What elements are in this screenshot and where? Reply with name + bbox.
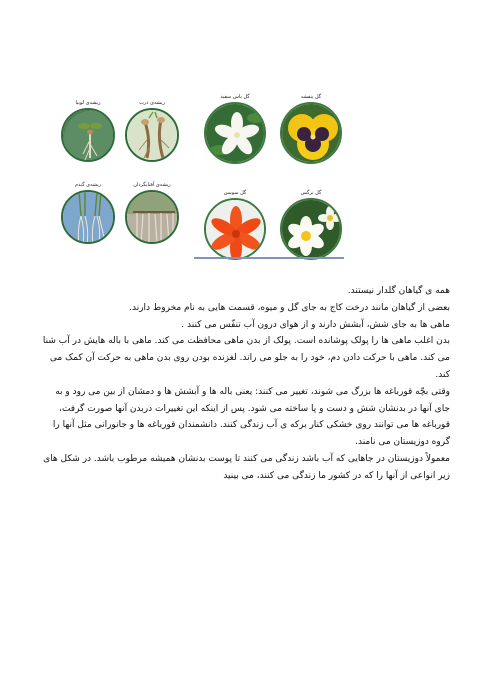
pansy-thumb [278,94,344,164]
caption-sunflower-root: ریشه‌ی آفتابگردان [133,182,171,188]
caption-corn-root: ریشه‌ی ذرت [139,100,165,106]
jasmine-flower-image [204,102,266,164]
pansy-flower-image [280,102,342,164]
body-text [38,283,450,485]
paragraph-3: ماهی ها به جای شش، آبشش دارند و از هوای درون آب تنفّس می کنند . [181,319,450,330]
sunflower-root-thumb [124,182,180,244]
narcissus-flower-image [280,198,342,260]
caption-lily: گل سوسن [223,190,247,196]
paragraph-1: همه ی گیاهان گلدار نیستند. [347,286,450,296]
narcissus-thumb [278,190,344,260]
bean-root-image [61,108,115,162]
bean-root-thumb [60,100,116,162]
figure-underline [194,257,344,259]
corn-root-thumb [124,100,180,162]
paragraph-2: بعضی از گیاهان مانند درخت کاج به جای گل و میوه، قسمت هایی به نام مخروط دارند. [129,302,450,313]
caption-jasmine: گل یاس سفید [220,94,250,100]
wheat-root-thumb [60,182,116,244]
plants-figure [56,94,346,264]
lily-thumb [202,190,268,260]
lily-flower-image [204,198,266,260]
caption-narcissus: گل نرگس [300,190,322,196]
paragraph-6: معمولاً دوزیستان در جاهایی که آب باشد زندگی می کنند تا پوست بدنشان همیشه مرطوب باشد. در شکل های زیر انواعی از آنها را که در کشور ما زندگی می کنند، می بینید [43,453,450,481]
corn-root-image [125,108,179,162]
caption-bean-root: ریشه‌ی لوبیا [75,100,101,106]
paragraph-4: بدن اغلب ماهی ها را پولک پوشانده است. پولک از بدن ماهی محافظت می کند. ماهی با باله هایش در آب شنا می کند. ماهی با حرکت دادن دم، خود را به جلو می راند. لغزنده بودن روی بدن ماهی به حرکت آن کمک می کند. [42,336,450,380]
wheat-root-image [61,190,115,244]
caption-wheat-root: ریشه‌ی گندم [74,182,102,188]
caption-pansy: گل بنفشه [300,94,322,100]
jasmine-thumb [202,94,268,164]
sunflower-root-image [125,190,179,244]
paragraph-5: وقتی بچّه قورباغه ها بزرگ می شوند، تغییر می کنند: یعنی باله ها و آبشش ها و دمشان از بین می رود و به جای آنها در بدنشان شش و دست و پا ساخته می شود. پس از اینکه این تغییرات دربدن آنها صورت گرفت، قورباغه ها می توانند روی خشکی کنار برکه ی آب زندگی کنند. دانشمندان قورباغه ها و جانورانی مثل آنها را گروه دوزیستان می نامند. [52,386,450,448]
